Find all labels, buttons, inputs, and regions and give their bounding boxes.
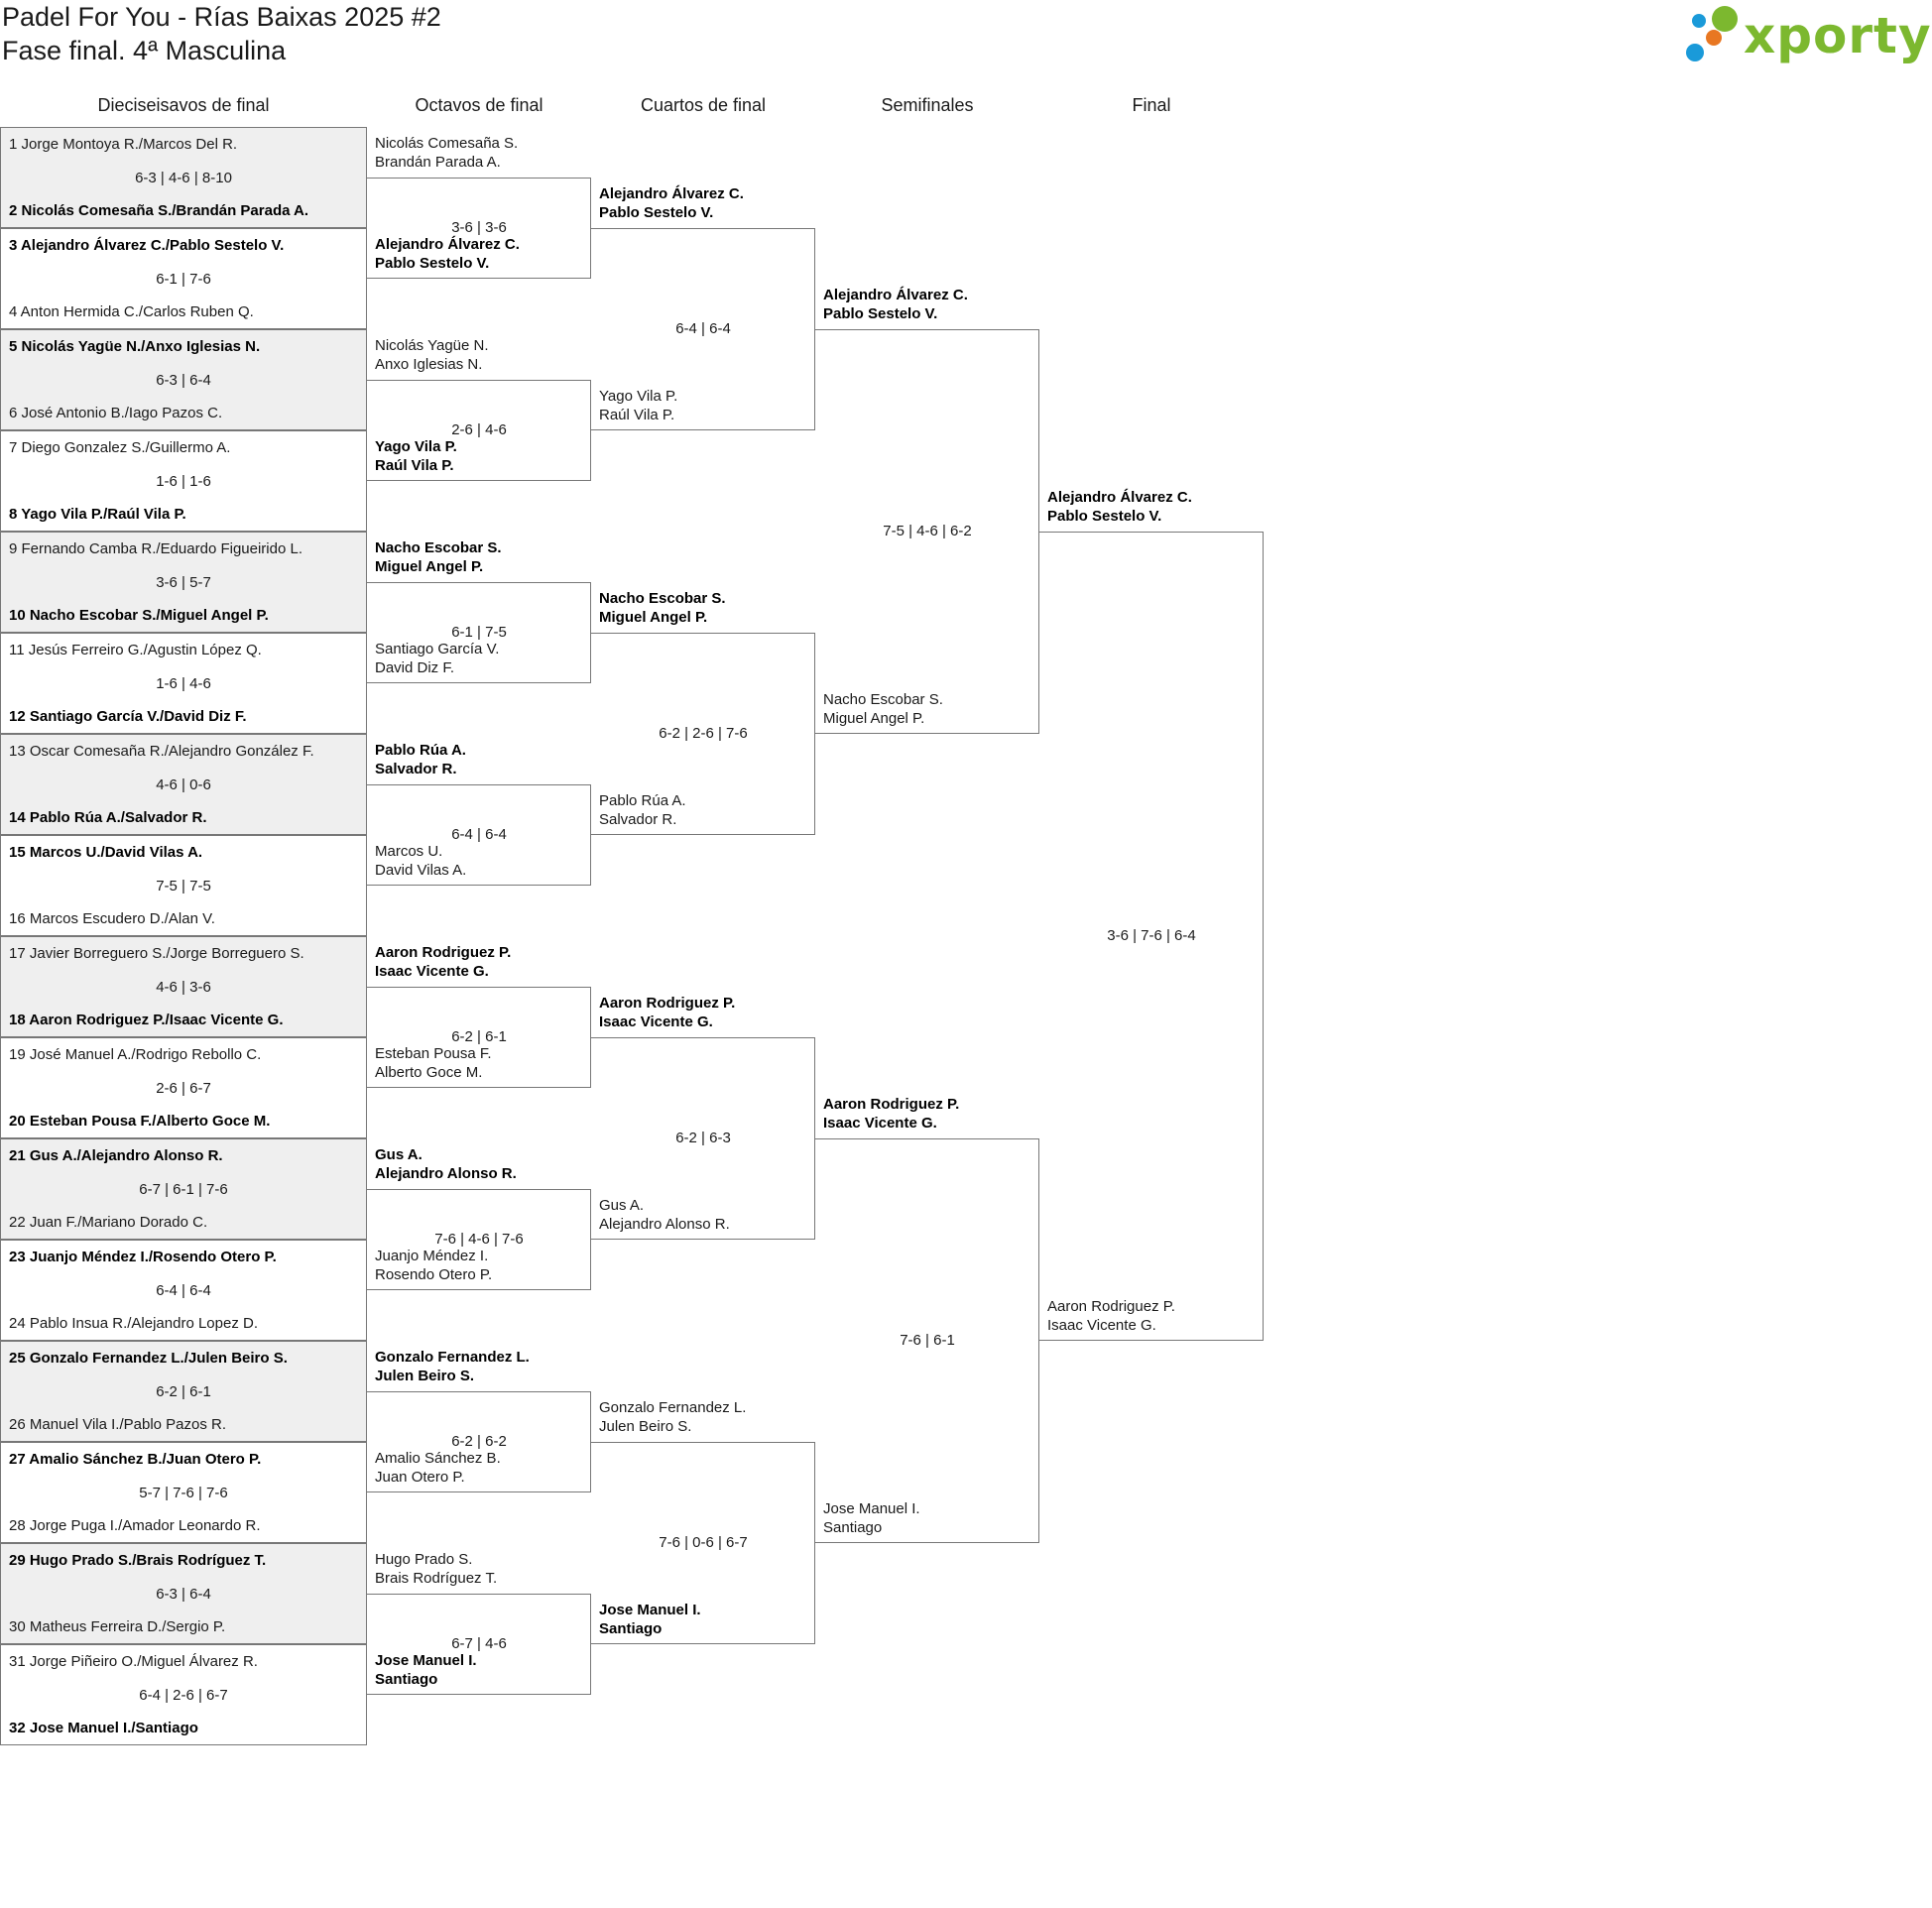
team-line: 22 Juan F./Mariano Dorado C.	[9, 1214, 208, 1231]
match-score: 6-2 | 6-1	[156, 1383, 211, 1400]
team-line: 5 Nicolás Yagüe N./Anxo Iglesias N.	[9, 338, 261, 355]
team-line: 8 Yago Vila P./Raúl Vila P.	[9, 506, 186, 523]
final-score: 3-6 | 7-6 | 6-4	[1107, 927, 1196, 944]
qf-team-b: Jose Manuel I. Santiago	[599, 1602, 701, 1637]
team-line: 21 Gus A./Alejandro Alonso R.	[9, 1147, 223, 1164]
match-score: 6-4 | 6-4	[156, 1282, 211, 1299]
qf-score: 6-2 | 2-6 | 7-6	[659, 725, 748, 742]
r32-match	[0, 1240, 367, 1341]
match-score: 7-5 | 7-5	[156, 878, 211, 894]
match-score: 6-3 | 4-6 | 8-10	[135, 170, 232, 186]
r16-team-a: Hugo Prado S. Brais Rodríguez T.	[375, 1551, 498, 1587]
r16-team-a: Nicolás Comesaña S. Brandán Parada A.	[375, 135, 519, 171]
qf-team-b: Pablo Rúa A. Salvador R.	[599, 792, 686, 828]
r32-match	[0, 329, 367, 430]
r32-match	[0, 127, 367, 228]
team-line: 17 Javier Borreguero S./Jorge Borreguero S.	[9, 945, 304, 962]
r32-match	[0, 1138, 367, 1240]
r16-team-b: Juanjo Méndez I. Rosendo Otero P.	[375, 1248, 493, 1283]
r32-match	[0, 1037, 367, 1138]
final-team-a: Alejandro Álvarez C. Pablo Sestelo V.	[1047, 489, 1192, 525]
qf-team-a: Aaron Rodriguez P. Isaac Vicente G.	[599, 995, 736, 1030]
team-line: 2 Nicolás Comesaña S./Brandán Parada A.	[9, 202, 309, 219]
sf-score: 7-6 | 6-1	[900, 1332, 955, 1349]
team-line: 28 Jorge Puga I./Amador Leonardo R.	[9, 1517, 261, 1534]
round-header-qf: Cuartos de final	[640, 95, 767, 115]
r32-match	[0, 1442, 367, 1543]
match-score: 4-6 | 3-6	[156, 979, 211, 996]
match-score: 5-7 | 7-6 | 7-6	[139, 1485, 228, 1501]
r16-team-b: Amalio Sánchez B. Juan Otero P.	[375, 1450, 501, 1486]
team-line: 4 Anton Hermida C./Carlos Ruben Q.	[9, 303, 254, 320]
match-score: 3-6 | 5-7	[156, 574, 211, 591]
r16-score: 6-1 | 7-5	[451, 624, 507, 641]
team-line: 13 Oscar Comesaña R./Alejandro González F.	[9, 743, 314, 760]
sf-team-a: Alejandro Álvarez C. Pablo Sestelo V.	[823, 287, 968, 322]
r16-score: 6-2 | 6-1	[451, 1028, 507, 1045]
page-title: Padel For You - Rías Baixas 2025 #2	[2, 2, 441, 32]
r32-match	[0, 1644, 367, 1745]
sf-team-b: Nacho Escobar S. Miguel Angel P.	[823, 691, 943, 727]
match-score: 6-3 | 6-4	[156, 372, 211, 389]
r32-match	[0, 936, 367, 1037]
match-score: 6-1 | 7-6	[156, 271, 211, 288]
r32-match	[0, 1341, 367, 1442]
qf-team-b: Yago Vila P. Raúl Vila P.	[599, 388, 678, 423]
team-line: 18 Aaron Rodriguez P./Isaac Vicente G.	[9, 1012, 284, 1028]
r32-match	[0, 734, 367, 835]
team-line: 9 Fernando Camba R./Eduardo Figueirido L.	[9, 540, 303, 557]
r16-team-b: Alejandro Álvarez C. Pablo Sestelo V.	[375, 236, 520, 272]
team-line: 15 Marcos U./David Vilas A.	[9, 844, 203, 861]
r16-score: 2-6 | 4-6	[451, 421, 507, 438]
round-header-sf: Semifinales	[881, 95, 974, 115]
team-line: 11 Jesús Ferreiro G./Agustin López Q.	[9, 642, 262, 658]
team-line: 20 Esteban Pousa F./Alberto Goce M.	[9, 1113, 271, 1130]
logo-wordmark: xporty	[1744, 7, 1932, 64]
team-line: 3 Alejandro Álvarez C./Pablo Sestelo V.	[9, 237, 285, 254]
match-score: 2-6 | 6-7	[156, 1080, 211, 1097]
r16-team-a: Aaron Rodriguez P. Isaac Vicente G.	[375, 944, 512, 980]
team-line: 19 José Manuel A./Rodrigo Rebollo C.	[9, 1046, 262, 1063]
team-line: 23 Juanjo Méndez I./Rosendo Otero P.	[9, 1249, 277, 1265]
r16-score: 7-6 | 4-6 | 7-6	[434, 1231, 524, 1248]
qf-score: 6-2 | 6-3	[675, 1130, 731, 1146]
round-header-final: Final	[1132, 95, 1171, 115]
r32-match	[0, 835, 367, 936]
match-score: 4-6 | 0-6	[156, 776, 211, 793]
team-line: 12 Santiago García V./David Diz F.	[9, 708, 247, 725]
match-score: 6-4 | 2-6 | 6-7	[139, 1687, 228, 1704]
r32-match	[0, 1543, 367, 1644]
team-line: 14 Pablo Rúa A./Salvador R.	[9, 809, 207, 826]
qf-team-b: Gus A. Alejandro Alonso R.	[599, 1197, 730, 1233]
match-score: 1-6 | 4-6	[156, 675, 211, 692]
r16-team-b: Esteban Pousa F. Alberto Goce M.	[375, 1045, 492, 1081]
team-line: 7 Diego Gonzalez S./Guillermo A.	[9, 439, 231, 456]
qf-team-a: Gonzalo Fernandez L. Julen Beiro S.	[599, 1399, 747, 1435]
r16-team-a: Gus A. Alejandro Alonso R.	[375, 1146, 517, 1182]
team-line: 31 Jorge Piñeiro O./Miguel Álvarez R.	[9, 1653, 258, 1670]
r16-team-b: Yago Vila P. Raúl Vila P.	[375, 438, 457, 474]
team-line: 27 Amalio Sánchez B./Juan Otero P.	[9, 1451, 262, 1468]
r16-team-a: Nacho Escobar S. Miguel Angel P.	[375, 539, 502, 575]
team-line: 29 Hugo Prado S./Brais Rodríguez T.	[9, 1552, 267, 1569]
final-team-b: Aaron Rodriguez P. Isaac Vicente G.	[1047, 1298, 1175, 1334]
r16-score: 3-6 | 3-6	[451, 219, 507, 236]
page-subtitle: Fase final. 4ª Masculina	[2, 36, 287, 65]
round-header-r16: Octavos de final	[415, 95, 543, 115]
qf-team-a: Alejandro Álvarez C. Pablo Sestelo V.	[599, 185, 744, 221]
qf-score: 7-6 | 0-6 | 6-7	[659, 1534, 748, 1551]
team-line: 32 Jose Manuel I./Santiago	[9, 1720, 198, 1736]
r32-match	[0, 228, 367, 329]
r16-team-a: Nicolás Yagüe N. Anxo Iglesias N.	[375, 337, 489, 373]
team-line: 25 Gonzalo Fernandez L./Julen Beiro S.	[9, 1350, 288, 1367]
team-line: 10 Nacho Escobar S./Miguel Angel P.	[9, 607, 269, 624]
qf-score: 6-4 | 6-4	[675, 320, 731, 337]
round-header-r32: Dieciseisavos de final	[97, 95, 270, 115]
r16-team-b: Santiago García V. David Diz F.	[375, 641, 500, 676]
r16-team-a: Gonzalo Fernandez L. Julen Beiro S.	[375, 1349, 530, 1384]
match-score: 1-6 | 1-6	[156, 473, 211, 490]
match-score: 6-3 | 6-4	[156, 1586, 211, 1603]
qf-team-a: Nacho Escobar S. Miguel Angel P.	[599, 590, 726, 626]
team-line: 24 Pablo Insua R./Alejandro Lopez D.	[9, 1315, 258, 1332]
team-line: 26 Manuel Vila I./Pablo Pazos R.	[9, 1416, 227, 1433]
team-line: 6 José Antonio B./Iago Pazos C.	[9, 405, 223, 421]
sf-team-a: Aaron Rodriguez P. Isaac Vicente G.	[823, 1096, 960, 1132]
sf-score: 7-5 | 4-6 | 6-2	[883, 523, 972, 539]
r16-score: 6-7 | 4-6	[451, 1635, 507, 1652]
team-line: 30 Matheus Ferreira D./Sergio P.	[9, 1618, 226, 1635]
team-line: 1 Jorge Montoya R./Marcos Del R.	[9, 136, 238, 153]
sf-team-b: Jose Manuel I. Santiago	[823, 1500, 920, 1536]
r16-team-a: Pablo Rúa A. Salvador R.	[375, 742, 466, 777]
r16-team-b: Marcos U. David Vilas A.	[375, 843, 467, 879]
r32-match	[0, 430, 367, 532]
r32-match	[0, 633, 367, 734]
r32-match	[0, 532, 367, 633]
r16-score: 6-2 | 6-2	[451, 1433, 507, 1450]
match-score: 6-7 | 6-1 | 7-6	[139, 1181, 228, 1198]
r16-team-b: Jose Manuel I. Santiago	[375, 1652, 477, 1688]
team-line: 16 Marcos Escudero D./Alan V.	[9, 910, 215, 927]
xporty-logo	[1682, 0, 1932, 71]
r16-score: 6-4 | 6-4	[451, 826, 507, 843]
